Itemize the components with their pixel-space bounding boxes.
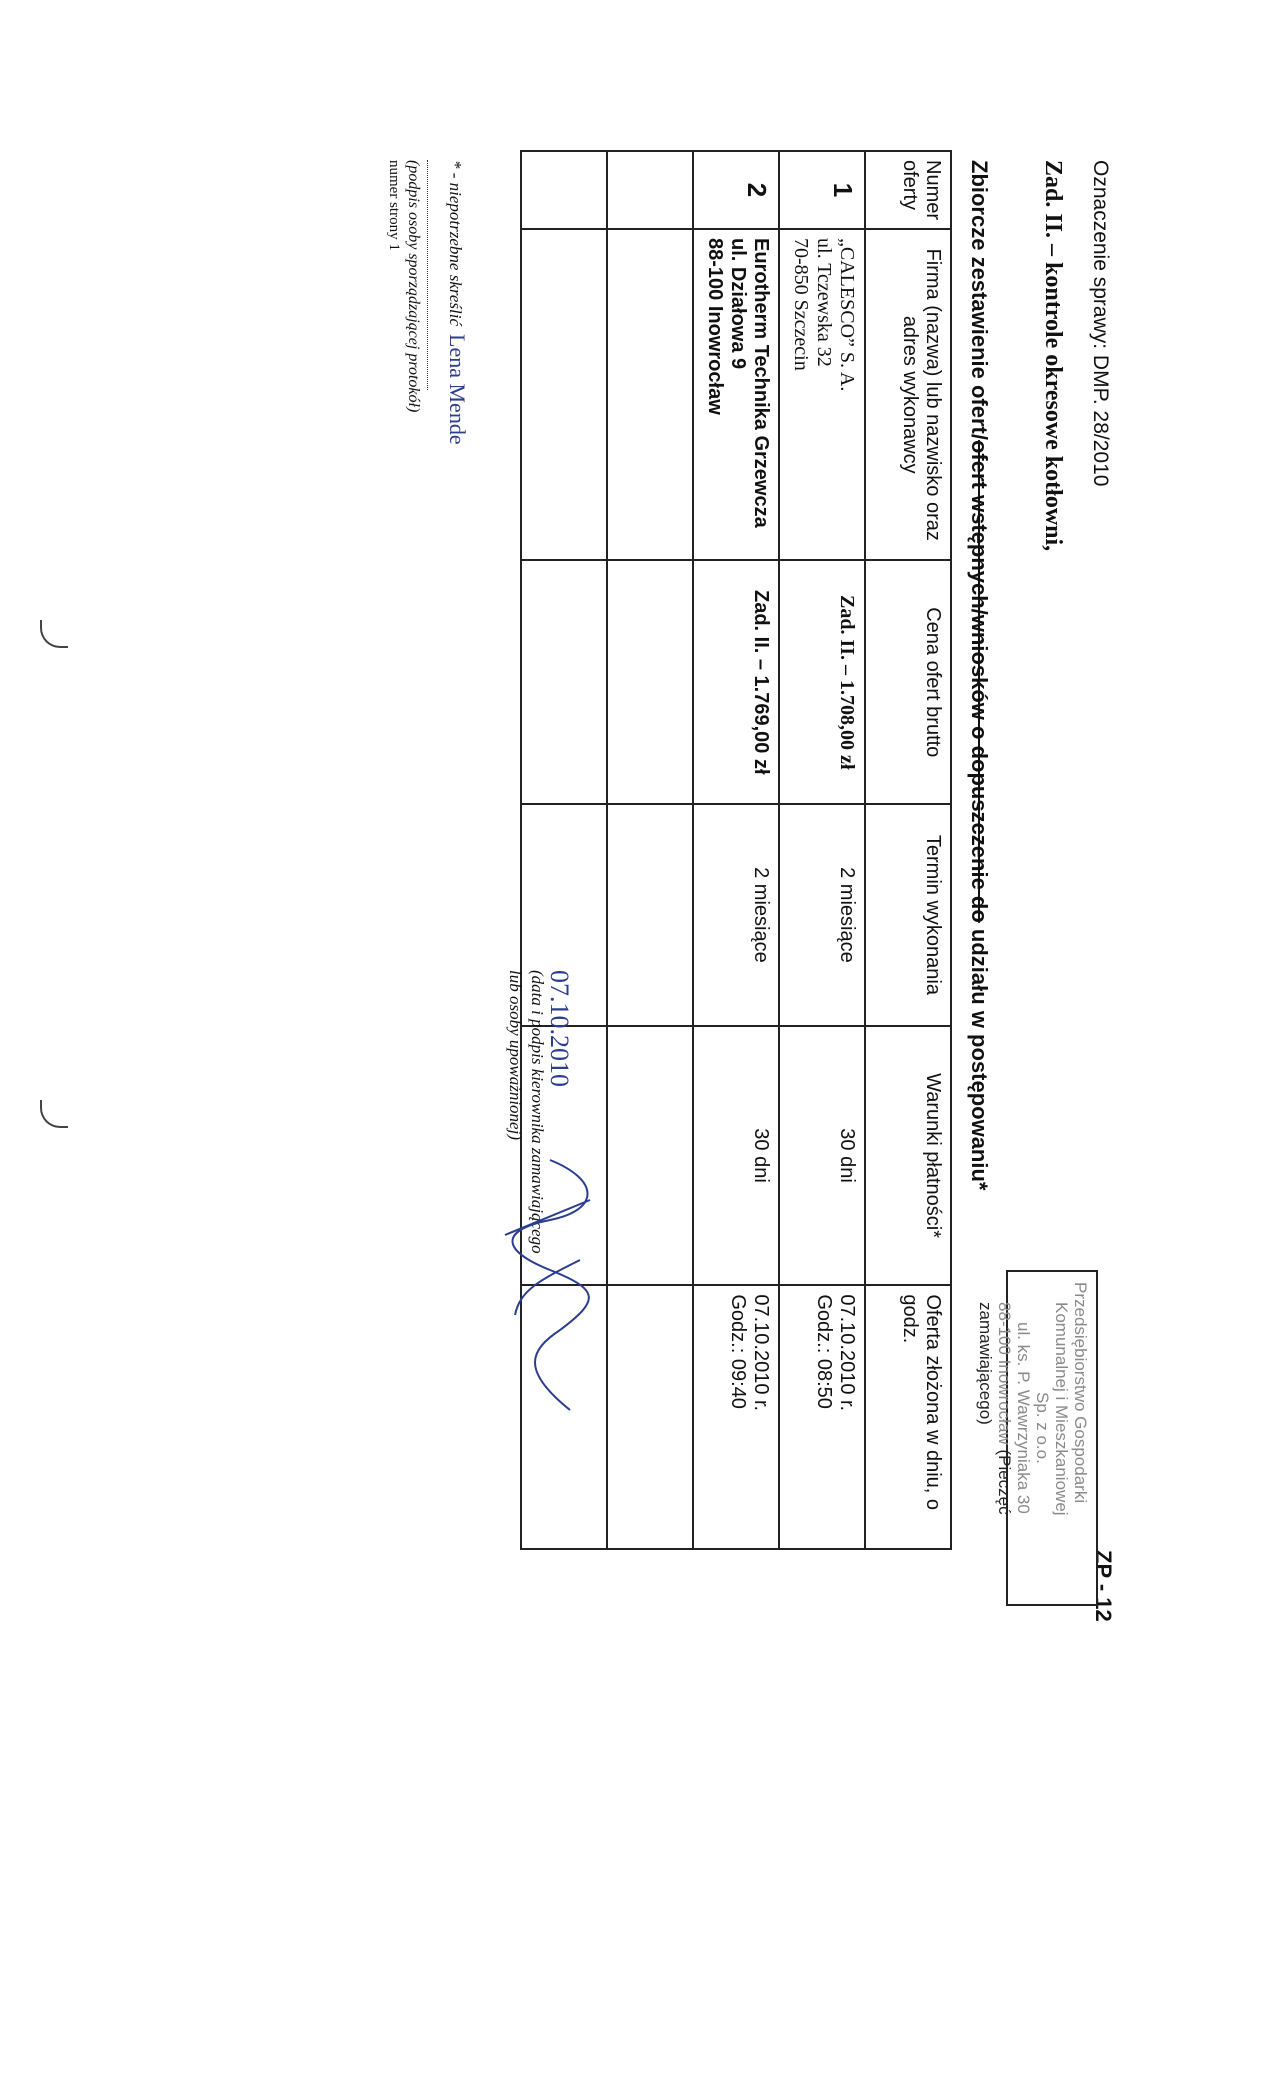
- stamp-line: Sp. z o.o.: [1033, 1392, 1052, 1464]
- stamp-line: ul. ks. P. Wawrzyniaka 30: [1014, 1322, 1033, 1514]
- handwritten-name: Lena Mende: [445, 334, 470, 445]
- offer-submitted: [779, 1285, 865, 1549]
- company-stamp: [976, 1270, 1098, 1606]
- heading-text-end: udziału w postępowaniu*: [967, 922, 992, 1191]
- stamp-label: [976, 1302, 1014, 1594]
- stamp-line: Przedsiębiorstwo Gospodarki: [1071, 1282, 1090, 1504]
- empty-cell: [607, 151, 693, 229]
- offer-price: Zad. II. – 1.769,00 zł: [693, 560, 779, 804]
- table-row-empty: [607, 151, 693, 1549]
- punch-hole-mark: [40, 1100, 68, 1128]
- preparer-signature-block: [404, 160, 440, 412]
- header-price: Cena ofert brutto: [865, 560, 951, 804]
- table-row: [693, 151, 779, 1549]
- submitted-time: Godz.: 08:50: [813, 1294, 835, 1409]
- table-header-row: [865, 151, 951, 1549]
- submitted-date: 07.10.2010 r.: [836, 1294, 858, 1412]
- company-street: ul. Działowa 9: [727, 238, 749, 370]
- stamp-caption: (Pieczęć zamawiającego): [976, 1302, 1014, 1515]
- offer-number: 1: [779, 151, 865, 229]
- stamp-line: 88-100 Inowrocław: [995, 1302, 1014, 1445]
- footnote-text: * - niepotrzebne skreślić: [446, 160, 465, 327]
- rotated-document: [130, 150, 1130, 1750]
- header-payment: Warunki płatności*: [865, 1026, 951, 1286]
- offer-price: Zad. II. – 1.708,00 zł: [779, 560, 865, 804]
- header-term: Termin wykonania: [865, 804, 951, 1026]
- form-code: ZP - 12: [1091, 1550, 1116, 1622]
- handwritten-signature: [490, 1140, 610, 1440]
- table-row: [779, 151, 865, 1549]
- offer-term: 2 miesiące: [779, 804, 865, 1026]
- company-city: 88-100 Inowrocław: [704, 238, 726, 415]
- empty-cell: [607, 1285, 693, 1549]
- page-number: numer strony 1: [386, 160, 402, 251]
- offer-submitted: [693, 1285, 779, 1549]
- offer-company: [693, 229, 779, 560]
- submitted-date: 07.10.2010 r.: [750, 1294, 772, 1412]
- submitted-time: Godz.: 09:40: [727, 1294, 749, 1409]
- empty-cell: [607, 804, 693, 1026]
- company-name: Eurotherm Technika Grzewcza: [750, 238, 772, 528]
- offer-payment: 30 dni: [779, 1026, 865, 1286]
- heading-text: Zbiorcze zestawienie ofert/: [967, 160, 992, 440]
- company-city: 70-850 Szczecin: [790, 238, 812, 371]
- header-company: Firma (nazwa) lub nazwisko oraz adres wykonawcy: [865, 229, 951, 560]
- approver-signature-label: (data i podpis kierownika zamawiającego: [528, 970, 547, 1254]
- stamp-line: Komunalnej i Mieszkaniowej: [1052, 1302, 1071, 1516]
- punch-hole-mark: [40, 620, 68, 648]
- empty-cell: [607, 1026, 693, 1286]
- handwritten-date: 07.10.2010: [545, 970, 574, 1087]
- offer-number: 2: [693, 151, 779, 229]
- offer-payment: 30 dni: [693, 1026, 779, 1286]
- case-reference: Oznaczenie sprawy: DMP. 28/2010: [1089, 160, 1112, 487]
- company-street: ul. Tczewska 32: [813, 238, 835, 367]
- document-heading: [966, 160, 992, 1191]
- preparer-signature-label: (podpis osoby sporządzającej protokół): [405, 160, 422, 413]
- company-name: „CALESCO” S. A.: [836, 238, 858, 392]
- offer-term: 2 miesiące: [693, 804, 779, 1026]
- heading-struck-text: ofert wstępnych/wniosków o dopuszczenie do: [967, 439, 992, 923]
- signature-line: [427, 160, 428, 390]
- empty-cell: [607, 229, 693, 560]
- task-title: Zad. II. – kontrole okresowe kotłowni,: [1040, 160, 1066, 552]
- header-submitted: Oferta złożona w dniu, o godz.: [865, 1285, 951, 1549]
- header-number: Numer oferty: [865, 151, 951, 229]
- empty-cell: [607, 560, 693, 804]
- empty-cell: [521, 560, 607, 804]
- approver-signature-label-2: lub osoby upoważnionej): [506, 970, 525, 1140]
- empty-cell: [521, 151, 607, 229]
- offer-company: [779, 229, 865, 560]
- empty-cell: [521, 229, 607, 560]
- footnote: [444, 160, 470, 445]
